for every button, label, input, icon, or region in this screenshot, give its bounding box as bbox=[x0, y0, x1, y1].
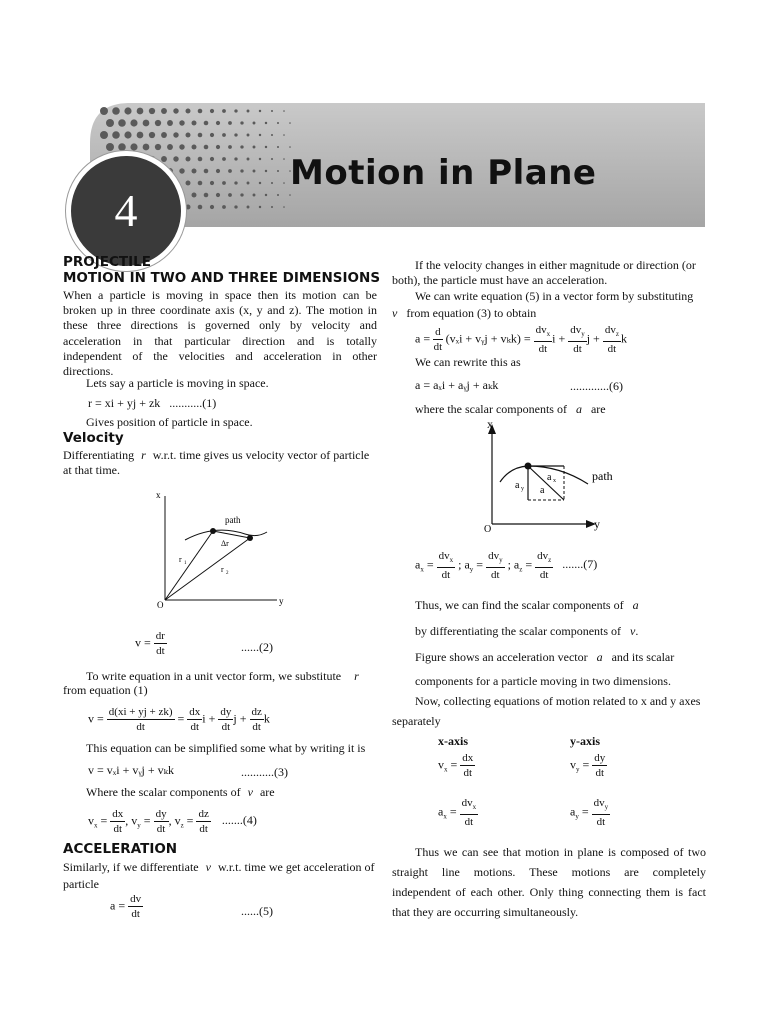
halftone-dot bbox=[185, 204, 190, 209]
halftone-dot bbox=[271, 134, 273, 136]
unit-line-end: from equation (1) bbox=[63, 683, 148, 697]
halftone-dot bbox=[167, 144, 173, 150]
fraction-denominator: dt bbox=[573, 343, 582, 356]
halftone-dot bbox=[100, 131, 108, 139]
halftone-dot bbox=[167, 120, 173, 126]
halftone-dot bbox=[259, 206, 261, 208]
halftone-dot bbox=[265, 146, 267, 148]
halftone-dot bbox=[222, 157, 226, 161]
halftone-dot bbox=[234, 181, 237, 184]
text-line: independent of each other. Only thing connecting them is fact bbox=[392, 885, 706, 899]
halftone-dot bbox=[247, 134, 250, 137]
fraction-denominator: dt bbox=[491, 569, 500, 582]
fraction-numerator: dv bbox=[570, 324, 582, 336]
fig1-r1-sub: 1 bbox=[184, 561, 187, 566]
equation-6-tag: .............(6) bbox=[570, 379, 623, 393]
halftone-dot bbox=[240, 169, 243, 172]
text-span: a bbox=[415, 557, 421, 572]
halftone-dot bbox=[185, 132, 190, 137]
halftone-dot bbox=[289, 194, 291, 196]
halftone-dot bbox=[228, 145, 232, 149]
eq-vy: $v_y$ = $\frac{dy}{dt}$ bbox=[570, 752, 606, 779]
equation-6: a = aₓi + aᵧj + aₖk bbox=[415, 378, 499, 392]
fraction-numerator: dx bbox=[112, 808, 124, 820]
fig2-y-label: y bbox=[594, 517, 600, 531]
halftone-dot bbox=[198, 205, 203, 210]
text-span: where the scalar components of bbox=[415, 402, 567, 416]
halftone-dot bbox=[137, 108, 144, 115]
fig2-a-label: a bbox=[540, 485, 545, 496]
fig1-x-label: x bbox=[156, 490, 161, 500]
halftone-dot bbox=[155, 144, 161, 150]
text-line: acceleration in that particular direction and is totally bbox=[63, 333, 377, 348]
figure-position-vectors bbox=[145, 486, 295, 611]
text-span: v bbox=[570, 757, 576, 772]
halftone-dot bbox=[283, 134, 285, 136]
halftone-dot bbox=[210, 109, 214, 113]
halftone-dot bbox=[259, 182, 261, 184]
text-line: straight line motions. These motions are completely bbox=[392, 865, 706, 879]
halftone-dot bbox=[253, 146, 256, 149]
text-span: Where the scalar components of bbox=[86, 785, 241, 799]
halftone-dot bbox=[149, 132, 155, 138]
halftone-dot bbox=[216, 193, 220, 197]
halftone-dot bbox=[253, 194, 256, 197]
halftone-dot bbox=[240, 121, 243, 124]
halftone-dot bbox=[271, 206, 273, 208]
acc-line bbox=[63, 860, 374, 875]
halftone-dot bbox=[216, 145, 220, 149]
text-line: that they are occurring simultaneously. bbox=[392, 905, 579, 919]
halftone-dot bbox=[277, 170, 279, 172]
fig1-y-label: y bbox=[279, 596, 284, 606]
equation-long-velocity: v = $\frac{d(xi + yj + zk)}{dt}$ = $\frac{dx}{dt}$ i + $\frac{dy}{dt}$ j + $\frac{dz}{dt}$ k bbox=[88, 706, 270, 733]
fraction-numerator: dv bbox=[593, 797, 605, 809]
halftone-dot bbox=[191, 168, 196, 173]
fraction-numerator: dv bbox=[604, 324, 616, 336]
heading-velocity: Velocity bbox=[63, 430, 124, 446]
equation-1 bbox=[88, 396, 216, 411]
fig2-ay-sub: y bbox=[521, 486, 524, 492]
halftone-dot bbox=[265, 194, 267, 196]
fraction-denominator: dt bbox=[464, 816, 474, 829]
halftone-dot bbox=[204, 145, 209, 150]
text-span: w.r.t. time we get acceleration of bbox=[217, 860, 375, 874]
halftone-dot bbox=[253, 170, 256, 173]
equation-2-tag: ......(2) bbox=[241, 640, 273, 654]
halftone-dot bbox=[179, 120, 184, 125]
fraction-numerator: dz bbox=[198, 808, 209, 820]
fraction-denominator: dt bbox=[538, 343, 548, 356]
equation-3-tag: ...........(3) bbox=[241, 765, 288, 779]
halftone-dot bbox=[234, 157, 237, 160]
fraction-denominator: dt bbox=[441, 569, 451, 582]
fig1-r1-label: r bbox=[179, 555, 182, 564]
right-line-1: If the velocity changes in either magnitude or direction (or bbox=[415, 258, 696, 272]
chapter-title: Motion in Plane bbox=[290, 153, 597, 193]
halftone-dot bbox=[137, 132, 144, 139]
vector-v-symbol: v bbox=[205, 860, 211, 874]
halftone-dot bbox=[179, 144, 184, 149]
halftone-dot bbox=[198, 133, 203, 138]
halftone-dot bbox=[277, 194, 279, 196]
fraction-denominator: dt bbox=[221, 721, 231, 733]
text-span: from equation (3) to obtain bbox=[406, 306, 537, 320]
equation-3: v = vₓi + vᵧj + vₖk bbox=[88, 763, 175, 777]
fig1-r2-sub: 2 bbox=[226, 571, 229, 576]
halftone-dot bbox=[228, 121, 232, 125]
equation-4: $v_x$ = $\frac{dx}{dt}$ , $v_y$ = $\frac{dy}{dt}$ , $v_z$ = $\frac{dz}{dt}$ .......(4) bbox=[88, 808, 257, 835]
halftone-dot bbox=[228, 169, 232, 173]
text-span: Thus, we can find the scalar components of bbox=[415, 598, 624, 612]
fraction-numerator: dv bbox=[438, 550, 450, 562]
chapter-badge bbox=[66, 151, 186, 271]
halftone-dot bbox=[234, 109, 237, 112]
halftone-dot bbox=[204, 193, 209, 198]
halftone-dot bbox=[271, 182, 273, 184]
fraction-denominator: dt bbox=[596, 816, 606, 829]
halftone-dot bbox=[234, 133, 237, 136]
halftone-dot bbox=[204, 169, 209, 174]
text-line: these three directions is governed only by velocity and bbox=[63, 318, 377, 333]
text-span: Similarly, if we differentiate bbox=[63, 860, 199, 874]
text-span: by differentiating the scalar components of bbox=[415, 624, 622, 638]
halftone-dot bbox=[259, 110, 261, 112]
fraction-numerator: dz bbox=[251, 706, 262, 718]
equation-5-tag: ......(5) bbox=[241, 904, 273, 918]
space-line: Lets say a particle is moving in space. bbox=[86, 376, 269, 390]
halftone-dot bbox=[222, 181, 226, 185]
text-span: and its scalar bbox=[611, 650, 675, 664]
halftone-dot bbox=[222, 205, 226, 209]
figure-acceleration-components bbox=[470, 412, 630, 537]
fraction-denominator: dt bbox=[113, 823, 123, 835]
halftone-dot bbox=[265, 170, 267, 172]
halftone-dot bbox=[143, 120, 150, 127]
conclusion-paragraph bbox=[392, 842, 706, 922]
halftone-dot bbox=[124, 131, 131, 138]
fraction-numerator: dv bbox=[488, 550, 500, 562]
halftone-dot bbox=[265, 122, 267, 124]
halftone-dot bbox=[283, 182, 285, 184]
text-line: Thus we can see that motion in plane is composed of two bbox=[415, 845, 706, 859]
collect-line: Now, collecting equations of motion related to x and y axes bbox=[415, 694, 701, 708]
fraction-denominator: dt bbox=[252, 721, 261, 733]
text-span: a = bbox=[415, 331, 431, 346]
figure-line bbox=[415, 650, 674, 665]
halftone-dot bbox=[124, 107, 131, 114]
halftone-dot bbox=[234, 205, 237, 208]
halftone-dot bbox=[155, 120, 161, 126]
fraction-denominator: dt bbox=[463, 767, 473, 779]
halftone-dot bbox=[240, 145, 243, 148]
halftone-dot bbox=[228, 193, 232, 197]
right-line-4 bbox=[392, 306, 536, 321]
fraction-denominator: dt bbox=[539, 569, 549, 582]
halftone-dot bbox=[112, 131, 120, 139]
halftone-dot bbox=[271, 158, 273, 160]
text-span: Figure shows an acceleration vector bbox=[415, 650, 588, 664]
halftone-dot bbox=[247, 182, 250, 185]
halftone-dot bbox=[247, 206, 250, 209]
text-span: = bbox=[523, 331, 531, 346]
halftone-dot bbox=[247, 158, 250, 161]
halftone-dot bbox=[198, 157, 203, 162]
fraction-numerator: dv bbox=[461, 797, 473, 809]
fraction-numerator: dy bbox=[594, 752, 606, 764]
eq-ax: $a_x$ = $dv_x$ dt bbox=[438, 797, 477, 829]
halftone-dot bbox=[210, 157, 214, 161]
halftone-dot bbox=[173, 132, 178, 137]
halftone-dot bbox=[216, 121, 220, 125]
fraction-numerator: d(xi + yj + zk) bbox=[108, 706, 173, 718]
fraction-numerator: dx bbox=[189, 706, 201, 718]
text-span: a bbox=[464, 557, 470, 572]
halftone-dot bbox=[283, 206, 285, 208]
fig2-ax-label: a bbox=[547, 472, 552, 483]
halftone-dot bbox=[106, 119, 114, 127]
fig1-r2-label: r bbox=[221, 565, 224, 574]
halftone-dot bbox=[173, 108, 178, 113]
equation-1-tag: ...........(1) bbox=[169, 396, 217, 410]
diff-line bbox=[63, 448, 369, 463]
vector-r-symbol: r bbox=[141, 448, 146, 462]
fraction-denominator: dt bbox=[595, 767, 605, 779]
eq-ay: $a_y$ = $dv_y$ dt bbox=[570, 797, 609, 829]
halftone-dot bbox=[247, 110, 250, 113]
halftone-dot bbox=[198, 109, 203, 114]
acc-line-end: particle bbox=[63, 877, 99, 891]
equation-4-tag: .......(4) bbox=[221, 813, 257, 828]
fig2-ax-sub: x bbox=[553, 478, 556, 484]
vector-a-symbol: a bbox=[632, 598, 639, 612]
right-line-2: both), the particle must have an acceleration. bbox=[392, 273, 608, 287]
thus-line-2: by differentiating the scalar components of v. bbox=[415, 624, 639, 638]
text-span: = bbox=[177, 711, 185, 726]
text-span: v bbox=[88, 813, 94, 828]
vector-v-symbol: v bbox=[247, 785, 253, 799]
halftone-dot bbox=[198, 181, 203, 186]
fraction-numerator: dx bbox=[462, 752, 474, 764]
fraction-numerator: dy bbox=[155, 808, 167, 820]
intro-paragraph bbox=[63, 288, 377, 379]
fraction-numerator: dv bbox=[537, 550, 549, 562]
halftone-dot bbox=[271, 110, 273, 112]
halftone-dot bbox=[216, 169, 220, 173]
simplify-line: This equation can be simplified some what by writing it is bbox=[86, 741, 366, 755]
equation-7: $a_x$ = $dv_x$ dt ; $a_y$ = $dv_y$ dt ; $a_z$ = $dv_z$ dt .......(7) bbox=[415, 550, 598, 582]
halftone-dot bbox=[149, 108, 155, 114]
fraction-denominator: dt bbox=[199, 823, 208, 835]
text-span: w.r.t. time gives us velocity vector of particle bbox=[152, 448, 370, 462]
text-span: To write equation in a unit vector form, we substitute bbox=[86, 669, 342, 683]
halftone-dot bbox=[289, 122, 291, 124]
halftone-dot bbox=[143, 144, 150, 151]
text-span: v bbox=[174, 813, 181, 828]
halftone-dot bbox=[222, 133, 226, 137]
x-axis-heading: x-axis bbox=[438, 734, 468, 748]
halftone-dot bbox=[210, 181, 214, 185]
diff-line-end: at that time. bbox=[63, 463, 120, 477]
halftone-dot bbox=[191, 192, 196, 197]
text-span: v bbox=[131, 813, 138, 828]
halftone-dot bbox=[222, 109, 226, 113]
halftone-dot bbox=[112, 107, 120, 115]
halftone-dot bbox=[259, 158, 261, 160]
halftone-dot bbox=[204, 121, 209, 126]
halftone-dot bbox=[240, 193, 243, 196]
halftone-dot bbox=[283, 158, 285, 160]
fraction-denominator: dt bbox=[156, 823, 166, 835]
halftone-dot bbox=[185, 108, 190, 113]
halftone-dot bbox=[100, 107, 108, 115]
fraction-denominator: dt bbox=[607, 343, 617, 356]
chapter-number: 4 bbox=[114, 185, 138, 236]
vector-v-symbol: v bbox=[630, 624, 636, 638]
fig2-ay-label: a bbox=[515, 480, 520, 491]
vector-a-symbol: a bbox=[575, 402, 582, 416]
halftone-dot bbox=[259, 134, 261, 136]
halftone-dot bbox=[185, 156, 190, 161]
fig1-path-label: path bbox=[225, 515, 241, 525]
fraction-numerator: dy bbox=[220, 706, 232, 718]
halftone-dot bbox=[253, 122, 256, 125]
eq2-numerator: dr bbox=[155, 630, 165, 642]
halftone-dot bbox=[130, 119, 137, 126]
text-span: Differentiating bbox=[63, 448, 135, 462]
fraction-numerator: d bbox=[435, 326, 441, 339]
fraction-numerator: dv bbox=[130, 893, 142, 905]
fraction-denominator: dt bbox=[190, 721, 200, 733]
fraction-denominator: dt bbox=[131, 908, 140, 920]
rewrite-line: We can rewrite this as bbox=[415, 355, 521, 369]
right-line-3: We can write equation (5) in a vector form by substituting bbox=[415, 289, 694, 303]
text-line: directions. bbox=[63, 364, 114, 379]
fraction-numerator: dv bbox=[535, 324, 547, 336]
text-span: a bbox=[570, 804, 576, 819]
equation-7-tag: .......(7) bbox=[562, 557, 598, 572]
text-span: v = bbox=[88, 711, 104, 726]
position-line: Gives position of particle in space. bbox=[86, 415, 253, 429]
text-line: broken up in three coordinate axis (x, y and z). The motion in bbox=[63, 303, 377, 318]
eq2-denominator: dt bbox=[156, 645, 165, 657]
fig2-origin-label: O bbox=[484, 524, 492, 535]
vector-r-symbol: r bbox=[354, 669, 359, 683]
fraction-denominator: dt bbox=[433, 341, 443, 354]
halftone-dot bbox=[185, 180, 190, 185]
equation-5 bbox=[110, 893, 143, 920]
equation-acceleration-expanded: a = $\frac{d}{dt}$ (vₓi + vᵧj + vₖk) = $dv_x$ dt i + $dv_y$ dt j + $dv_z$ dt k bbox=[415, 324, 627, 356]
heading-acceleration: ACCELERATION bbox=[63, 841, 178, 857]
y-axis-heading: y-axis bbox=[570, 734, 600, 748]
halftone-dot bbox=[277, 146, 279, 148]
fraction-denominator: dt bbox=[136, 721, 145, 733]
halftone-dot bbox=[210, 205, 214, 209]
heading-projectile: PROJECTILE bbox=[63, 254, 151, 270]
text-span: a = bbox=[110, 898, 126, 913]
fig2-x-label: x bbox=[487, 417, 493, 431]
equation-2 bbox=[135, 630, 167, 657]
text-span: a bbox=[513, 557, 520, 572]
text-line: When a particle is moving in space then its motion can be bbox=[63, 288, 377, 302]
text-span: a bbox=[438, 804, 444, 819]
halftone-dot bbox=[118, 143, 126, 151]
heading-motion-2d-3d: MOTION IN TWO AND THREE DIMENSIONS bbox=[63, 270, 381, 286]
halftone-dot bbox=[130, 143, 137, 150]
fig1-delta-r-label: Δr bbox=[221, 539, 229, 548]
equation-2-lhs: v = bbox=[135, 635, 151, 650]
fig2-path-label: path bbox=[592, 469, 613, 483]
text-span: (vₓi + vᵧj + vₖk) bbox=[445, 331, 521, 346]
thus-line-1 bbox=[415, 598, 639, 613]
equation-1-expression: r = xi + yj + zk bbox=[88, 396, 161, 410]
halftone-dot bbox=[161, 132, 167, 138]
text-span: are bbox=[590, 402, 606, 416]
halftone-dot bbox=[106, 143, 114, 151]
halftone-dot bbox=[118, 119, 126, 127]
text-line: independent of the velocities and acceleration in other bbox=[63, 348, 377, 363]
separately-line: separately bbox=[392, 714, 441, 728]
halftone-dot bbox=[283, 110, 285, 112]
vector-a-symbol: a bbox=[596, 650, 603, 664]
fig1-origin-label: O bbox=[157, 600, 164, 610]
halftone-dot bbox=[161, 108, 167, 114]
halftone-dot bbox=[277, 122, 279, 124]
scalar-line bbox=[86, 785, 275, 800]
text-span: v bbox=[438, 757, 444, 772]
halftone-dot bbox=[210, 133, 214, 137]
components-line: components for a particle moving in two dimensions. bbox=[415, 674, 671, 688]
halftone-dot bbox=[191, 144, 196, 149]
eq-vx: $v_x$ = $\frac{dx}{dt}$ bbox=[438, 752, 474, 779]
halftone-dot bbox=[191, 120, 196, 125]
unit-line bbox=[86, 669, 359, 684]
halftone-dot bbox=[289, 146, 291, 148]
vector-v-symbol: v bbox=[392, 306, 398, 320]
text-span: are bbox=[259, 785, 275, 799]
